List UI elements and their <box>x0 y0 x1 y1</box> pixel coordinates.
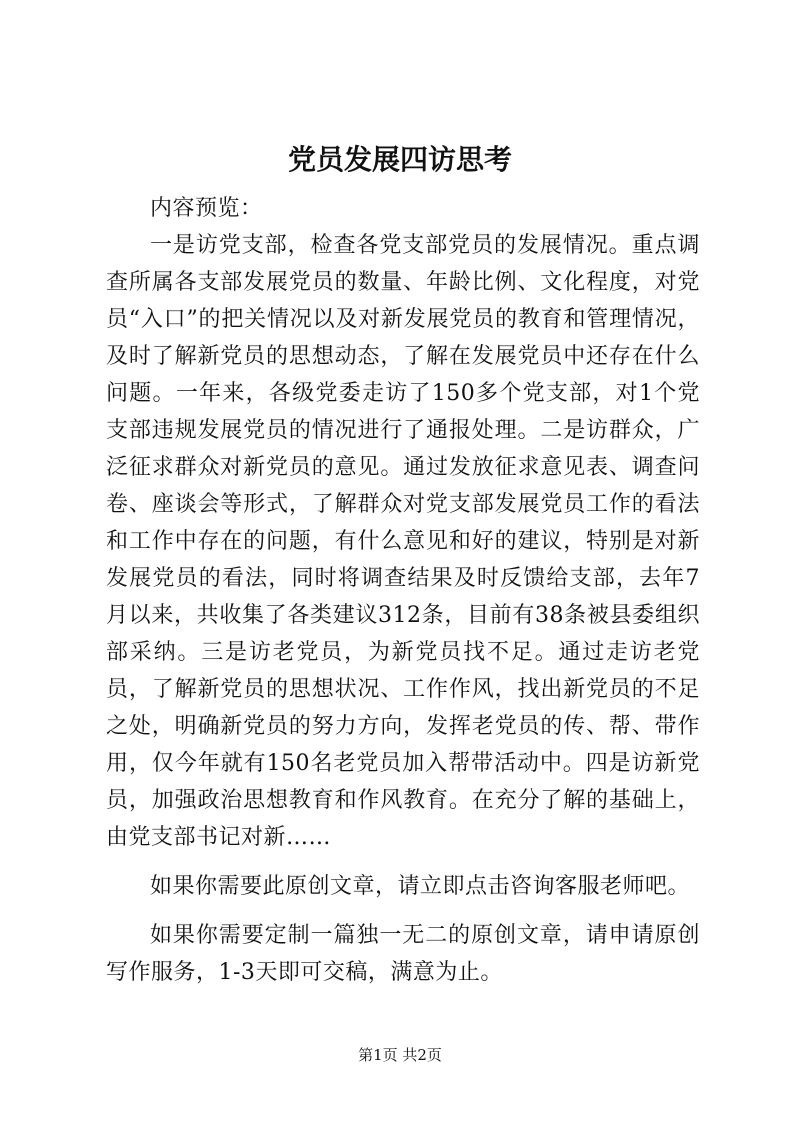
document-content <box>106 190 700 991</box>
body-paragraph: 一是访党支部，检查各党支部党员的发展情况。重点调查所属各支部发展党员的数量、年龄比例、文化程度，对党员“入口”的把关情况以及对新发展党员的教育和管理情况，及时了解新党员的思想动态，了解在发展党员中还存在什么问题。一年来，各级党委走访了150多个党支部，对1个党支部违规发展党员的情况进行了通报处理。二是访群众，广泛征求群众对新党员的意见。通过发放征求意见表、调查问卷、座谈会等形式，了解群众对党支部发展党员工作的看法和工作中存在的问题，有什么意见和好的建议，特别是对新发展党员的看法，同时将调查结果及时反馈给支部，去年7月以来，共收集了各类建议312条，目前有38条被县委组织部采纳。三是访老党员，为新党员找不足。通过走访老党员，了解新党员的思想状况、工作作风，找出新党员的不足之处，明确新党员的努力方向，发挥老党员的传、帮、带作用，仅今年就有150名老党员加入帮带活动中。四是访新党员，加强政治思想教育和作风教育。在充分了解的基础上，由党支部书记对新…… <box>106 233 700 850</box>
page-footer: 第1页 共2页 <box>358 1046 442 1064</box>
preview-label: 内容预览： <box>150 196 263 221</box>
custom-note: 如果你需要定制一篇独一无二的原创文章，请申请原创写作服务，1-3天即可交稿，满意为止。 <box>106 923 700 985</box>
consult-note: 如果你需要此原创文章，请立即点击咨询客服老师吧。 <box>150 874 691 899</box>
document-title: 党员发展四访思考 <box>287 143 512 176</box>
